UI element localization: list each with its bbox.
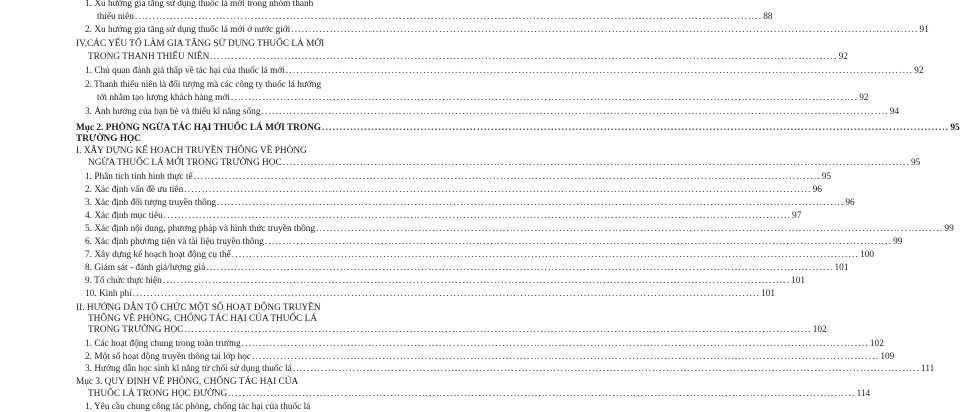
toc-entry-text: 2. Một số hoạt động truyền thông tại lớp học (85, 352, 252, 362)
toc-entry (88, 325, 827, 335)
toc-entry-text: tới nhằm tạo lượng khách hàng mới (97, 93, 230, 103)
toc-page-number: 96 (812, 185, 822, 195)
toc-entry-text: QUY ĐỊNH VỀ PHÒNG, CHỐNG TÁC HẠI CỦA (104, 377, 299, 387)
toc-entry-text: Xu hướng gia tăng sử dụng thuốc lá mới trong nhóm thanh (94, 0, 314, 9)
toc-entry-text: Thanh thiếu niên là đối tượng mà các công ty thuốc lá hướng (94, 80, 322, 90)
toc-leader-dots (291, 25, 918, 35)
toc-leader-dots (194, 172, 821, 182)
toc-section-heading (76, 39, 324, 49)
toc-entry-text: 6. Xác định phương tiện và tài liệu truyền thông (85, 237, 264, 247)
toc-chapter-heading (76, 123, 960, 133)
toc-entry-text: 3. Hướng dẫn học sinh kĩ năng từ chối sử dụng thuốc lá (85, 364, 292, 374)
toc-entry (85, 185, 822, 195)
toc-entry (85, 66, 924, 76)
toc-leader-dots (322, 123, 949, 133)
toc-page-number: 95 (950, 123, 960, 133)
toc-leader-dots (252, 352, 879, 362)
toc-entry-text: NGỪA THUỐC LÁ MỚI TRONG TRƯỜNG HỌC (88, 158, 282, 168)
toc-page-number: 100 (860, 250, 875, 260)
toc-page-number: 102 (869, 339, 884, 349)
toc-entry (85, 352, 895, 362)
toc-entry-text: 8. Giám sát - đánh giá/lượng giá (85, 263, 206, 273)
toc-entry (85, 0, 313, 9)
toc-section-heading (76, 303, 321, 313)
toc-page-number: 97 (792, 211, 802, 221)
toc-entry (88, 158, 921, 168)
toc-entry-text: Yêu cầu chung công tác phòng, chống tác hại của thuốc lá (93, 402, 311, 412)
toc-leader-dots (164, 211, 791, 221)
toc-page-number: 101 (761, 289, 776, 299)
toc-page-number: 114 (856, 389, 871, 399)
toc-page-number: 111 (921, 364, 935, 374)
toc-page-number: 109 (880, 352, 895, 362)
toc-leader-dots (283, 158, 910, 168)
toc-page-number: 99 (944, 224, 954, 234)
toc-page-number: 95 (910, 158, 921, 168)
toc-entry (85, 276, 806, 286)
toc-leader-dots (286, 66, 913, 76)
toc-entry (88, 52, 848, 62)
toc-leader-dots (135, 12, 762, 22)
toc-leader-dots (184, 325, 811, 335)
toc-entry-number: II. (76, 303, 85, 313)
toc-entry-text: HƯỚNG DẪN TỔ CHỨC MỘT SỐ HOẠT ĐỘNG TRUYỀN (86, 303, 321, 313)
toc-entry (85, 224, 954, 234)
toc-page-number: 95 (821, 172, 832, 182)
toc-entry-number: IV. (76, 39, 87, 49)
toc-entry-text: 5. Xác định nội dung, phương pháp và hình thức truyền thông (85, 224, 316, 234)
toc-entry-text: TRONG TRƯỜNG HỌC (88, 325, 184, 335)
toc-entry-text: 3. Xác định đối tượng truyền thông (85, 198, 217, 208)
toc-entry-text: XÂY DỰNG KẾ HOẠCH TRUYỀN THÔNG VỀ PHÒNG (83, 146, 307, 156)
toc-entry (85, 198, 855, 208)
toc-entry (97, 93, 869, 103)
toc-entry (85, 263, 849, 273)
toc-entry (85, 250, 875, 260)
toc-page-number: 96 (845, 198, 855, 208)
toc-entry-text: 1. Các hoạt động chung trong toàn trường (85, 339, 241, 349)
toc-page-number: 92 (914, 66, 924, 76)
toc-leader-dots (261, 107, 888, 117)
toc-entry-text: THUỐC LÁ TRONG HỌC ĐƯỜNG (88, 389, 228, 399)
toc-entry-text: 2. Xu hướng gia tăng sử dụng thuốc lá mới ở nước giới (85, 25, 291, 35)
toc-entry-text: 3. Ảnh hưởng của bạn bè và thiếu kĩ năng sống (85, 107, 261, 117)
toc-entry-number: 1. (85, 402, 92, 412)
toc-page-number: 94 (889, 107, 900, 117)
toc-page-number: 92 (838, 52, 848, 62)
toc-page-number: 99 (893, 237, 903, 247)
toc-leader-dots (316, 224, 943, 234)
toc-leader-dots (232, 250, 859, 260)
toc-section-heading (88, 314, 317, 324)
toc-page-number: 101 (791, 276, 806, 286)
toc-entry (85, 211, 802, 221)
toc-entry-text: Mục 2. PHÒNG NGỪA TÁC HẠI THUỐC LÁ MỚI TRONG (76, 123, 322, 133)
toc-entry (85, 289, 776, 299)
toc-leader-dots (133, 289, 760, 299)
toc-entry-text: TRONG THANH THIẾU NIÊN (88, 52, 210, 62)
toc-leader-dots (231, 93, 858, 103)
toc-leader-dots (184, 185, 811, 195)
toc-entry (85, 237, 903, 247)
toc-entry-number: 2. (85, 80, 92, 90)
toc-chapter-heading (76, 134, 141, 144)
toc-page-number: 101 (834, 263, 849, 273)
toc-leader-dots (265, 237, 892, 247)
toc-entry (85, 25, 929, 35)
toc-entry-number: I. (76, 146, 82, 156)
toc-entry (85, 339, 884, 349)
toc-leader-dots (163, 276, 790, 286)
toc-entry-text: thiếu niên (97, 12, 134, 22)
toc-leader-dots (217, 198, 844, 208)
toc-page-number: 91 (919, 25, 929, 35)
toc-entry-text: THÔNG VỀ PHÒNG, CHỐNG TÁC HẠI CỦA THUỐC LÁ (88, 314, 318, 324)
toc-chapter-heading (76, 377, 298, 387)
toc-section-heading (76, 146, 307, 156)
toc-leader-dots (293, 364, 920, 374)
toc-page-number: 88 (763, 12, 773, 22)
toc-entry-text: 10. Kinh phí (85, 289, 132, 299)
toc-entry-text: 2. Xác định vấn đề ưu tiên (85, 185, 184, 195)
toc-entry (97, 12, 773, 22)
toc-page-number: 92 (859, 93, 869, 103)
toc-entry (85, 107, 900, 117)
toc-page-number: 102 (812, 325, 827, 335)
toc-leader-dots (228, 389, 855, 399)
toc-leader-dots (206, 263, 833, 273)
toc-entry-number: Mục 3. (76, 377, 103, 387)
toc-leader-dots (242, 339, 869, 349)
toc-entry-text: 1. Phân tích tình hình thực tế (85, 172, 193, 182)
toc-entry (85, 80, 321, 90)
toc-entry-text: 9. Tổ chức thực hiện (85, 276, 162, 286)
toc-entry-number: 1. (85, 0, 92, 9)
toc-leader-dots (210, 52, 837, 62)
toc-entry-text: TRƯỜNG HỌC (76, 134, 141, 144)
toc-entry-text: 4. Xác định mục tiêu (85, 211, 163, 221)
toc-entry (85, 364, 935, 374)
toc-entry (85, 172, 832, 182)
toc-entry-text: CÁC YẾU TỐ LÀM GIA TĂNG SỬ DỤNG THUỐC LÁ MỚI (86, 39, 325, 49)
toc-entry (88, 389, 871, 399)
toc-entry-text: 1. Chủ quan đánh giá thấp về tác hại của thuốc lá mới (85, 66, 285, 76)
toc-entry (85, 402, 310, 412)
toc-entry-text: 7. Xây dựng kế hoạch hoạt động cụ thể (85, 250, 231, 260)
